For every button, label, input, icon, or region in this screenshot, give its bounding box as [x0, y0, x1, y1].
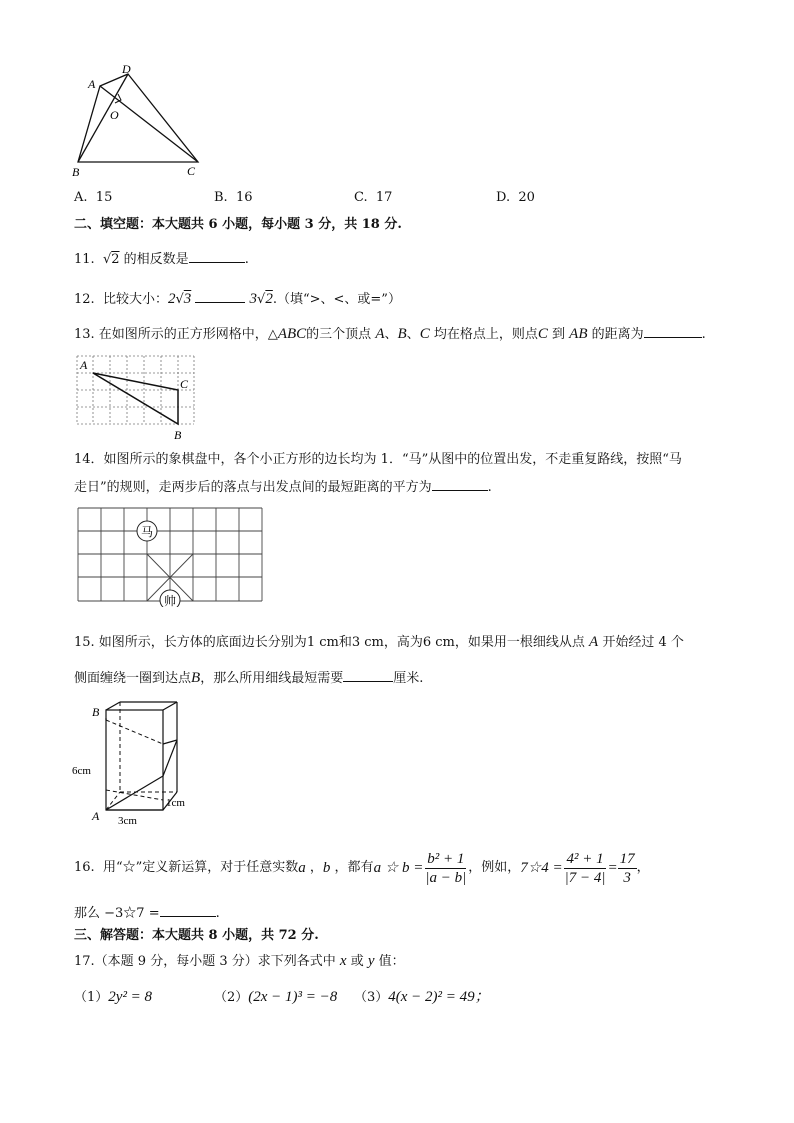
- label-b: B: [92, 705, 100, 719]
- question-15-line-1: 15. 如图所示，长方体的底面边长分别为1 cm和3 cm，高为6 cm，如果用一根细线从点 A 开始经过 4 个: [74, 634, 684, 650]
- option-c: C. 17: [354, 190, 393, 205]
- question-17-part-2: （2）(2x − 1)³ = −8: [214, 989, 338, 1005]
- question-13: 13. 在如图所示的正方形网格中，△ABC的三个顶点 A、B、C 均在格点上，则点C 到 AB 的距离为 .: [74, 326, 706, 342]
- label-a: A: [92, 809, 100, 823]
- label-width: 3cm: [118, 815, 137, 827]
- result-fraction: $\frac{17}{3}$: [619, 850, 635, 886]
- label-c: C: [180, 377, 189, 391]
- question-14-line-2: 走日”的规则，走两步后的落点与出发点间的最短距离的平方为 .: [74, 480, 492, 495]
- question-17-part-3: （3）4(x − 2)² = 49；: [354, 989, 490, 1005]
- question-17-intro: 17.（本题 9 分，每小题 3 分）求下列各式中 x 或 y 值：: [74, 953, 405, 969]
- option-d: D. 20: [496, 190, 535, 205]
- section-3-title: 三、解答题：本大题共 8 小题，共 72 分.: [74, 928, 319, 943]
- question-15-line-2: 侧面缠绕一圈到达点B，那么所用细线最短需要 厘米.: [74, 670, 424, 686]
- label-o: O: [110, 108, 119, 122]
- question-12: 12. 比较大小：2√3 3√2.（填“>、<、或=”）: [74, 291, 401, 307]
- svg-text:马: 马: [141, 525, 154, 539]
- chessboard-figure: [76, 505, 266, 607]
- label-height: 6cm: [72, 765, 91, 777]
- label-depth: 1cm: [166, 797, 185, 809]
- question-16-line-1: 16. 用“☆”定义新运算，对于任意实数 a ， b ，都有 a ☆ b = $\frac{\text{b² + 1}}{|a - b|}$ ，例如， 7☆4 = $\frac{\text{4² + 1}}{|7 - 4|}$ = $\frac{17}{3}$ ，: [74, 850, 650, 886]
- question-17-part-1: （1）2y² = 8: [74, 989, 153, 1005]
- cuboid-figure: [70, 700, 200, 830]
- section-2-title: 二、填空题：本大题共 6 小题，每小题 3 分，共 18 分.: [74, 217, 402, 232]
- label-a: A: [80, 358, 88, 372]
- option-a: A. 15: [74, 190, 113, 205]
- label-a: A: [88, 77, 96, 91]
- definition-fraction: $\frac{\text{b² + 1}}{|a - b|}$: [425, 850, 467, 886]
- label-c: C: [187, 164, 196, 178]
- question-16-line-2: 那么 −3☆7 = .: [74, 906, 220, 921]
- example-fraction: $\frac{\text{4² + 1}}{|7 - 4|}$: [564, 850, 606, 886]
- q10-figure: [60, 62, 220, 180]
- q13-grid-figure: [72, 352, 197, 444]
- triangle-abc: [93, 373, 178, 424]
- question-14-line-1: 14．如图所示的象棋盘中，各个小正方形的边长均为 1．“马”从图中的位置出发，不走重复路线，按照“马: [74, 452, 682, 467]
- label-b: B: [72, 165, 80, 179]
- option-b: B. 16: [214, 190, 253, 205]
- question-11: 11. √2 的相反数是 .: [74, 252, 249, 267]
- label-b: B: [174, 428, 182, 442]
- label-d: D: [122, 62, 131, 76]
- diagonal-bd: [78, 74, 128, 162]
- svg-text:帅: 帅: [164, 594, 177, 607]
